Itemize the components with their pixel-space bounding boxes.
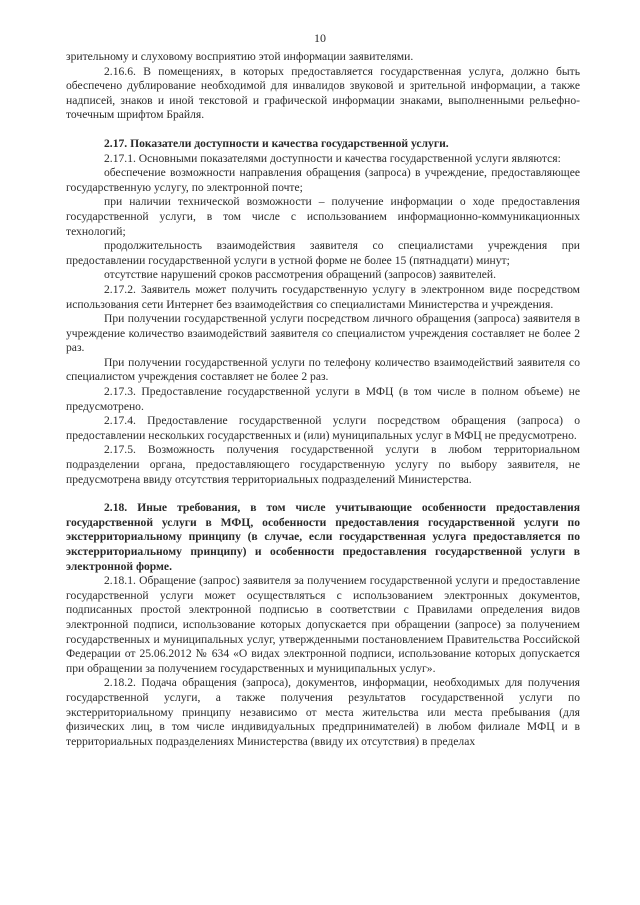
- paragraph-2-17-1: 2.17.1. Основными показателями доступности и качества государственной услуги являются:: [104, 151, 561, 165]
- paragraph-2-17-3: 2.17.3. Предоставление государственной услуги в МФЦ (в том числе в полном объеме) не предусмотрено.: [66, 385, 580, 413]
- paragraph-2-18-1: 2.18.1. Обращение (запрос) заявителя за получением государственной услуги и предоставление государственной услуги может осуществляться с использованием электронных документов, подписанных простой электронной подписью в соответствии с Правилами определения видов электронной подписи, использование которых допускается при обращении (запросе) за получением государственных и муниципальных услуг, утвержденными постановлением Правительства Российской Федерации от 25.06.2012 № 634 «О видах электронной подписи, использование которых допускается при обращении за получением государственных и муниципальных услуг».: [66, 574, 580, 675]
- list-item-tech: при наличии технической возможности – получение информации о ходе предоставления государственной услуги, в том числе с использованием информационно-коммуникационных технологий;: [66, 195, 580, 238]
- paragraph-continuation: зрительному и слуховому восприятию этой информации заявителями.: [66, 50, 414, 63]
- list-item-deadlines: отсутствие нарушений сроков рассмотрения обращений (запросов) заявителей.: [104, 268, 497, 282]
- paragraph-personal-request: При получении государственной услуги посредством личного обращения (запроса) заявителя в учреждение количество взаимодействий заявителя со специалистом учреждения составляет не более 2 раз.: [66, 312, 580, 355]
- paragraph-2-17-2: 2.17.2. Заявитель может получить государственную услугу в электронном виде посредством использования сети Интернет без взаимодействия со специалистами Министерства и учреждения.: [66, 282, 580, 311]
- paragraph-2-17-4: 2.17.4. Предоставление государственной услуги посредством обращения (запроса) о предоставлении нескольких государственных и (или) муниципальных услуг в МФЦ не предусмотрено.: [66, 414, 580, 442]
- paragraph-2-17-5: 2.17.5. Возможность получения государственной услуги в любом территориальном подразделении органа, предоставляющего государственную услугу по выбору заявителя, не предусмотрена ввиду отсутствия территориальных подразделений Министерства.: [66, 443, 580, 486]
- page-number: 10: [314, 31, 326, 45]
- list-item-duration: продолжительность взаимодействия заявителя со специалистами учреждения при предоставлении государственной услуги в устной форме не более 15 (пятнадцати) минут;: [66, 239, 580, 267]
- paragraph-2-16-6: 2.16.6. В помещениях, в которых предоставляется государственная услуга, должно быть обеспечено дублирование необходимой для инвалидов звуковой и зрительной информации, а также надписей, знаков и иной текстовой и графической информации знаками, выполненными рельефно-точечным шрифтом Брайля.: [66, 64, 580, 122]
- section-heading-2-17: 2.17. Показатели доступности и качества государственной услуги.: [104, 136, 449, 150]
- page-body: [66, 50, 580, 749]
- section-heading-2-18: 2.18. Иные требования, в том числе учитывающие особенности предоставления государственной услуги в МФЦ, особенности предоставления государственной услуги по экстерриториальному принципу (в случае, если государственная услуга предоставляется по экстерриториальному принципу) и особенности предоставления государственной услуги в электронной форме.: [66, 501, 580, 573]
- paragraph-2-18-2: 2.18.2. Подача обращения (запроса), документов, информации, необходимых для получения государственной услуги, а также получения результатов государственной услуги по экстерриториальному принципу независимо от места жительства или места пребывания (для физических лиц, в том числе индивидуальных предпринимателей) в любом филиале МФЦ и в территориальных подразделениях Министерства (ввиду их отсутствия) в пределах: [66, 676, 580, 748]
- list-item-email: обеспечение возможности направления обращения (запроса) в учреждение, предоставляющее государственную услугу, по электронной почте;: [66, 166, 580, 194]
- spacer: [66, 123, 580, 137]
- spacer: [66, 487, 580, 501]
- paragraph-phone-request: При получении государственной услуги по телефону количество взаимодействий заявителя со специалистом учреждения составляет не более 2 раз.: [66, 355, 580, 384]
